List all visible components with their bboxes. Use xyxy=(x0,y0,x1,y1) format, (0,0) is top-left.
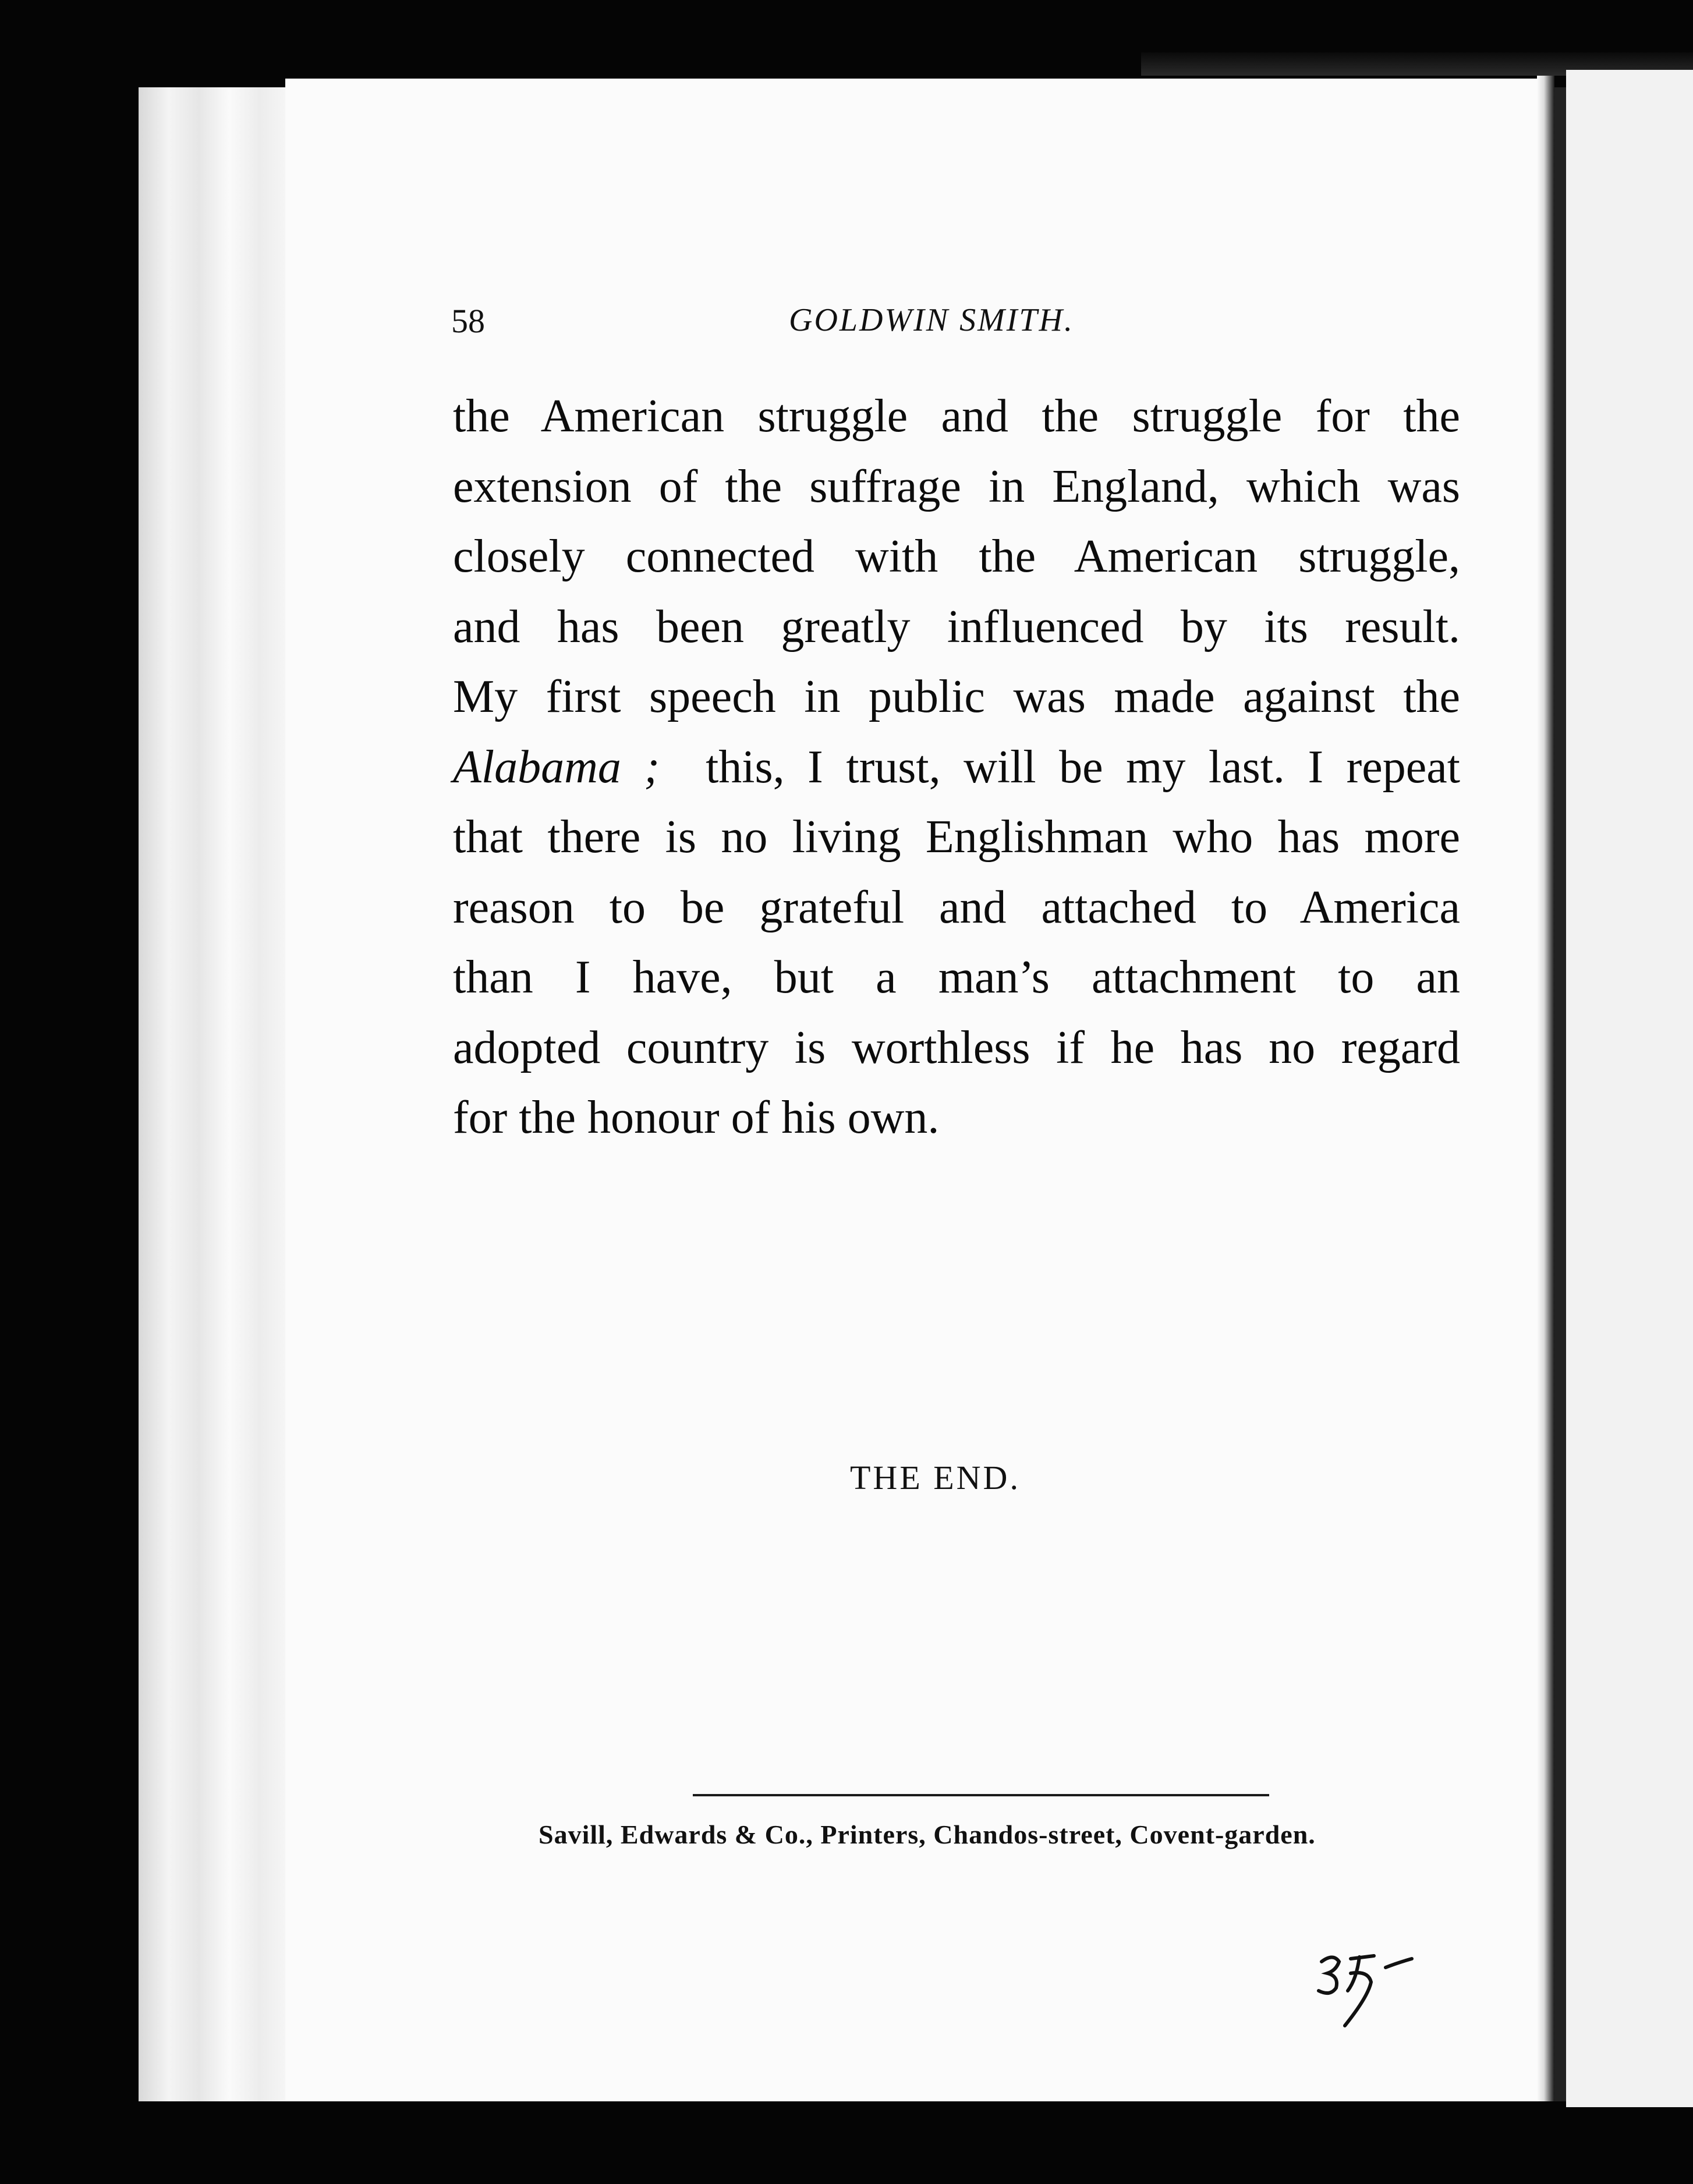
text-line: extension of the suffrage in England, which was xyxy=(453,460,1460,512)
text-line: My first speech in public was made against the xyxy=(453,671,1460,722)
body-paragraph xyxy=(453,381,1460,1153)
text-line: and has been greatly influenced by its result. xyxy=(453,601,1460,653)
running-title: GOLDWIN SMITH. xyxy=(789,302,1074,338)
page-right-edge xyxy=(1537,76,1554,2101)
page-number: 58 xyxy=(451,302,485,340)
text-line: reason to be grateful and attached to America xyxy=(453,881,1460,933)
italic-ship-name: Alabama ; xyxy=(453,741,660,793)
printer-imprint: Savill, Edwards & Co., Printers, Chandos-street, Covent-garden. xyxy=(539,1820,1316,1849)
text-line: adopted country is worthless if he has no regard xyxy=(453,1022,1460,1073)
handwritten-note xyxy=(1310,1938,1426,2031)
horizontal-rule xyxy=(693,1794,1269,1796)
text-line: that there is no living Englishman who has more xyxy=(453,811,1460,863)
text-line-with-italic xyxy=(453,732,1460,803)
running-head xyxy=(451,297,1150,343)
the-end-heading: THE END. xyxy=(850,1459,1021,1497)
text-line: than I have, but a man’s attachment to an xyxy=(453,952,1460,1003)
text-line: for the honour of his own. xyxy=(453,1092,940,1143)
text-line: closely connected with the American struggle, xyxy=(453,531,1460,582)
text-line: the American struggle and the struggle for the xyxy=(453,391,1460,442)
page-stack-edge xyxy=(139,87,290,2101)
facing-page xyxy=(1566,70,1693,2107)
text-line-remainder: this, I trust, will be my last. I repeat xyxy=(706,741,1461,793)
